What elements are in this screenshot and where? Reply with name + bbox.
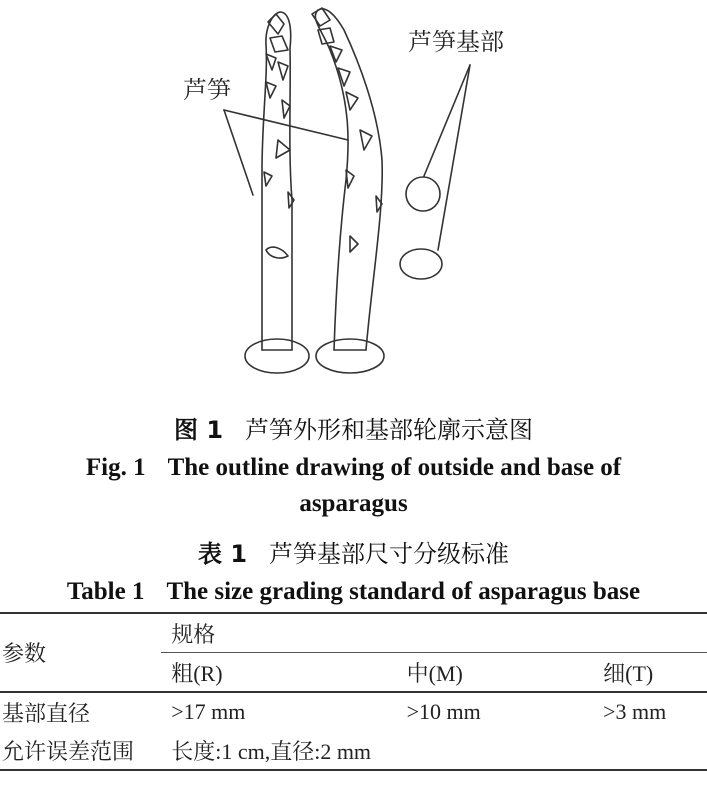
table-caption-zh-text: 芦笋基部尺寸分级标准: [269, 540, 510, 568]
table-caption-zh-number: 表 1: [197, 540, 248, 568]
header-spec: 规格: [161, 613, 707, 653]
cell-diameter-t: >3 mm: [603, 692, 707, 731]
table-caption-en-number: Table 1: [66, 578, 145, 605]
figure-caption-en-line2: asparagus: [299, 490, 408, 517]
label-asparagus: 芦笋: [183, 76, 231, 104]
right-base-ellipse: [316, 339, 384, 373]
table-row-base-diameter: [0, 692, 707, 731]
left-asparagus-spear: [262, 12, 294, 350]
leader-line-base-top: [424, 65, 470, 176]
header-grade-t: 细(T): [603, 660, 654, 686]
cell-diameter-m: >10 mm: [407, 692, 604, 731]
table-header-row-1: [0, 613, 707, 653]
row-label-tolerance: 允许误差范围: [0, 731, 161, 770]
cell-diameter-r: >17 mm: [161, 692, 406, 731]
header-grade-m: 中(M): [406, 660, 463, 686]
grading-table: [0, 612, 707, 771]
table-caption-zh: [0, 534, 707, 569]
table-row-tolerance: [0, 731, 707, 770]
figure-caption-zh-number: 图 1: [173, 416, 224, 444]
leader-line-asparagus-left: [224, 110, 253, 195]
left-base-ellipse: [245, 339, 309, 373]
right-asparagus-spear: [312, 8, 382, 350]
figure-caption-en-line1: The outline drawing of outside and base of: [167, 454, 622, 481]
row-label-base-diameter: 基部直径: [0, 692, 161, 731]
leader-line-base-bottom: [438, 65, 470, 250]
base-cross-section-round: [406, 177, 440, 211]
base-cross-section-oval: [400, 249, 442, 279]
figure-caption-en: [0, 454, 707, 482]
label-asparagus-base: 芦笋基部: [408, 28, 504, 56]
table-caption-en: [0, 578, 707, 606]
table-caption-en-text: The size grading standard of asparagus base: [166, 578, 641, 605]
figure-caption-zh: [0, 410, 707, 445]
figure-caption-en-number: Fig. 1: [85, 454, 146, 481]
cell-tolerance: 长度:1 cm,直径:2 mm: [161, 731, 707, 770]
figure-caption-zh-text: 芦笋外形和基部轮廓示意图: [245, 416, 534, 444]
header-grade-r: 粗(R): [171, 660, 223, 686]
header-param: 参数: [0, 613, 161, 692]
